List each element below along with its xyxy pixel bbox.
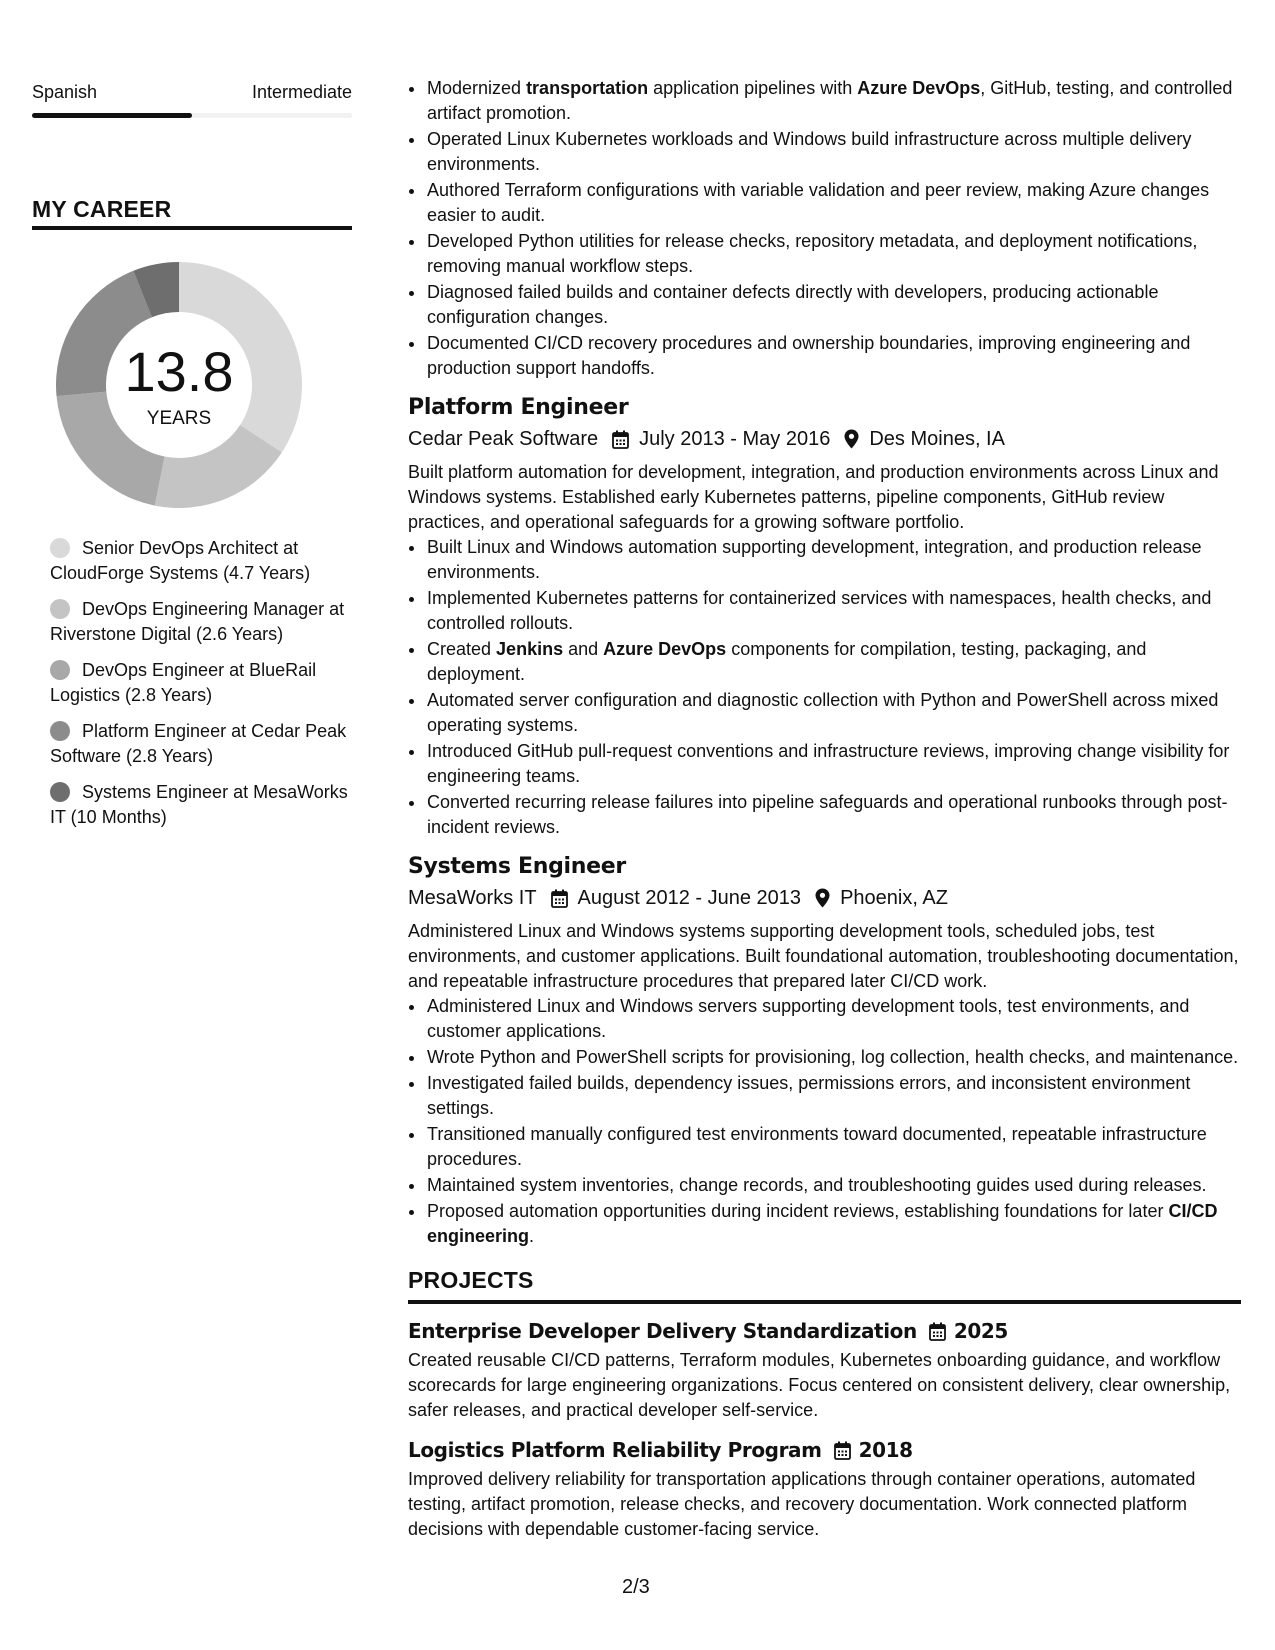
job-location: Des Moines, IA bbox=[869, 428, 1005, 450]
bullet-item bbox=[426, 1071, 1241, 1121]
career-legend-item bbox=[50, 597, 350, 647]
projects-list bbox=[408, 1316, 1241, 1542]
legend-label: Senior DevOps Architect at CloudForge Systems (4.7 Years) bbox=[50, 538, 311, 583]
project-year: 2025 bbox=[953, 1319, 1008, 1343]
language-level-fill bbox=[32, 113, 192, 118]
map-pin-icon bbox=[844, 429, 859, 449]
legend-dot-icon bbox=[50, 660, 70, 680]
projects-section-title: PROJECTS bbox=[408, 1267, 534, 1293]
job-description: Administered Linux and Windows systems supporting development tools, scheduled jobs, test environments, and customer applications. Built foundational automation, troubleshooting documentation, and repeatable infrastructure procedures that prepared later CI/CD work. bbox=[408, 921, 1239, 991]
bullet-text: , GitHub, testing, and controlled artifact promotion. bbox=[427, 78, 1233, 123]
bullet-item bbox=[426, 1045, 1241, 1070]
bullet-item bbox=[426, 1199, 1241, 1249]
bullet-text: Automated server configuration and diagnostic collection with Python and PowerShell across mixed operating systems. bbox=[427, 690, 1219, 735]
language-level-bar bbox=[32, 113, 352, 118]
bullet-item bbox=[426, 637, 1241, 687]
bullet-item bbox=[426, 178, 1241, 228]
career-total-years: 13.8 bbox=[124, 340, 234, 403]
legend-dot-icon bbox=[50, 782, 70, 802]
job-location: Phoenix, AZ bbox=[840, 887, 948, 909]
career-legend-item bbox=[50, 536, 350, 586]
bullet-text: application pipelines with bbox=[648, 78, 858, 98]
language-row bbox=[32, 82, 352, 103]
bold-keyword: Jenkins bbox=[496, 639, 564, 659]
career-legend-item bbox=[50, 658, 350, 708]
projects-section-rule bbox=[408, 1300, 1241, 1304]
experience-list bbox=[408, 393, 1241, 1249]
bullet-text: Maintained system inventories, change records, and troubleshooting guides used during releases. bbox=[427, 1175, 1207, 1195]
job-company: MesaWorks IT bbox=[408, 887, 537, 909]
job-entry bbox=[408, 852, 1241, 1249]
bullet-text: Converted recurring release failures into pipeline safeguards and operational runbooks through post-incident reviews. bbox=[427, 792, 1228, 837]
project-entry bbox=[408, 1435, 1241, 1542]
bullet-item bbox=[426, 535, 1241, 585]
calendar-icon bbox=[551, 889, 568, 908]
page-number: 2/3 bbox=[622, 1576, 650, 1598]
bullet-text: Created bbox=[427, 639, 497, 659]
main-content bbox=[408, 0, 1241, 1542]
bullet-text: Investigated failed builds, dependency issues, permissions errors, and inconsistent environment settings. bbox=[427, 1073, 1191, 1118]
project-entry bbox=[408, 1316, 1241, 1423]
project-description: Created reusable CI/CD patterns, Terraform modules, Kubernetes onboarding guidance, and workflow scorecards for large engineering organizations. Focus centered on consistent delivery, clear ownership, safer releases, and practical developer self-service. bbox=[408, 1350, 1231, 1420]
project-header bbox=[408, 1316, 1241, 1346]
career-legend-item bbox=[50, 719, 350, 769]
bullet-item bbox=[426, 76, 1241, 126]
calendar-icon bbox=[834, 1441, 851, 1460]
job-dates: July 2013 - May 2016 bbox=[639, 428, 831, 450]
bullet-text: Administered Linux and Windows servers supporting development tools, test environments, and customer applications. bbox=[427, 996, 1190, 1041]
job-entry bbox=[408, 393, 1241, 840]
calendar-icon bbox=[929, 1322, 946, 1341]
bullet-item bbox=[426, 739, 1241, 789]
bold-keyword: transportation bbox=[526, 78, 649, 98]
project-name: Logistics Platform Reliability Program bbox=[408, 1438, 822, 1462]
language-name: Spanish bbox=[32, 82, 98, 102]
bold-keyword: Azure DevOps bbox=[857, 78, 981, 98]
bullet-text: and bbox=[563, 639, 604, 659]
bullet-text: Developed Python utilities for release checks, repository metadata, and deployment notifications, removing manual workflow steps. bbox=[427, 231, 1198, 276]
bullet-item bbox=[426, 127, 1241, 177]
legend-label: DevOps Engineer at BlueRail Logistics (2.8 Years) bbox=[50, 660, 317, 705]
bullet-text: components for compilation, testing, packaging, and deployment. bbox=[427, 639, 1147, 684]
career-total-unit: YEARS bbox=[146, 408, 212, 429]
project-year: 2018 bbox=[858, 1438, 913, 1462]
job-title: Platform Engineer bbox=[408, 395, 629, 420]
bullet-text: Proposed automation opportunities during incident reviews, establishing foundations for later bbox=[427, 1201, 1169, 1221]
bullet-text: Documented CI/CD recovery procedures and ownership boundaries, improving engineering and production support handoffs. bbox=[427, 333, 1191, 378]
job-meta bbox=[408, 424, 1241, 454]
bullet-text: Wrote Python and PowerShell scripts for provisioning, log collection, health checks, and maintenance. bbox=[427, 1047, 1239, 1067]
bullet-text: Implemented Kubernetes patterns for containerized services with namespaces, health checks, and controlled rollouts. bbox=[427, 588, 1212, 633]
legend-label: DevOps Engineering Manager at Riverstone Digital (2.6 Years) bbox=[50, 599, 345, 644]
project-description: Improved delivery reliability for transportation applications through container operations, automated testing, artifact promotion, release checks, and recovery documentation. Work connected platform decisions with dependable customer-facing service. bbox=[408, 1469, 1196, 1539]
bullet-item bbox=[426, 688, 1241, 738]
legend-dot-icon bbox=[50, 721, 70, 741]
bullet-item bbox=[426, 1173, 1241, 1198]
career-legend bbox=[50, 536, 350, 841]
bullet-item bbox=[426, 1122, 1241, 1172]
bullet-item bbox=[426, 790, 1241, 840]
job-bullets bbox=[408, 535, 1241, 840]
map-pin-icon bbox=[815, 888, 830, 908]
legend-label: Systems Engineer at MesaWorks IT (10 Months) bbox=[50, 782, 348, 827]
bullet-text: Operated Linux Kubernetes workloads and Windows build infrastructure across multiple delivery environments. bbox=[427, 129, 1192, 174]
job-bullets bbox=[408, 994, 1241, 1249]
career-section-title: MY CAREER bbox=[32, 196, 172, 222]
job-company: Cedar Peak Software bbox=[408, 428, 599, 450]
bullet-text: Built Linux and Windows automation supporting development, integration, and production release environments. bbox=[427, 537, 1202, 582]
career-section-rule bbox=[32, 226, 352, 230]
project-header bbox=[408, 1435, 1241, 1465]
bold-keyword: CI/CD engineering bbox=[427, 1201, 1218, 1246]
calendar-icon bbox=[612, 430, 629, 449]
project-name: Enterprise Developer Delivery Standardization bbox=[408, 1319, 917, 1343]
bullet-text: . bbox=[529, 1226, 535, 1246]
job-dates: August 2012 - June 2013 bbox=[577, 887, 802, 909]
bullet-text: Authored Terraform configurations with variable validation and peer review, making Azure changes easier to audit. bbox=[427, 180, 1210, 225]
bullet-text: Diagnosed failed builds and container defects directly with developers, producing actionable configuration changes. bbox=[427, 282, 1159, 327]
language-level: Intermediate bbox=[251, 82, 352, 102]
legend-dot-icon bbox=[50, 599, 70, 619]
bullet-item bbox=[426, 229, 1241, 279]
bullet-text: Modernized bbox=[427, 78, 527, 98]
bullet-text: Introduced GitHub pull-request conventions and infrastructure reviews, improving change visibility for engineering teams. bbox=[427, 741, 1230, 786]
job-meta bbox=[408, 883, 1241, 913]
legend-label: Platform Engineer at Cedar Peak Software (2.8 Years) bbox=[50, 721, 347, 766]
career-legend-item bbox=[50, 780, 350, 830]
bullet-text: Transitioned manually configured test environments toward documented, repeatable infrastructure procedures. bbox=[427, 1124, 1207, 1169]
bullet-item bbox=[426, 331, 1241, 381]
bold-keyword: Azure DevOps bbox=[603, 639, 727, 659]
job-title: Systems Engineer bbox=[408, 854, 626, 879]
previous-job-bullets bbox=[408, 76, 1241, 381]
legend-dot-icon bbox=[50, 538, 70, 558]
bullet-item bbox=[426, 280, 1241, 330]
donut-center bbox=[56, 262, 302, 508]
bullet-item bbox=[426, 994, 1241, 1044]
bullet-item bbox=[426, 586, 1241, 636]
career-donut-chart bbox=[56, 262, 302, 508]
job-description: Built platform automation for development, integration, and production environments across Linux and Windows systems. Established early Kubernetes patterns, pipeline components, GitHub review practices, and operational safeguards for a growing software portfolio. bbox=[408, 462, 1219, 532]
